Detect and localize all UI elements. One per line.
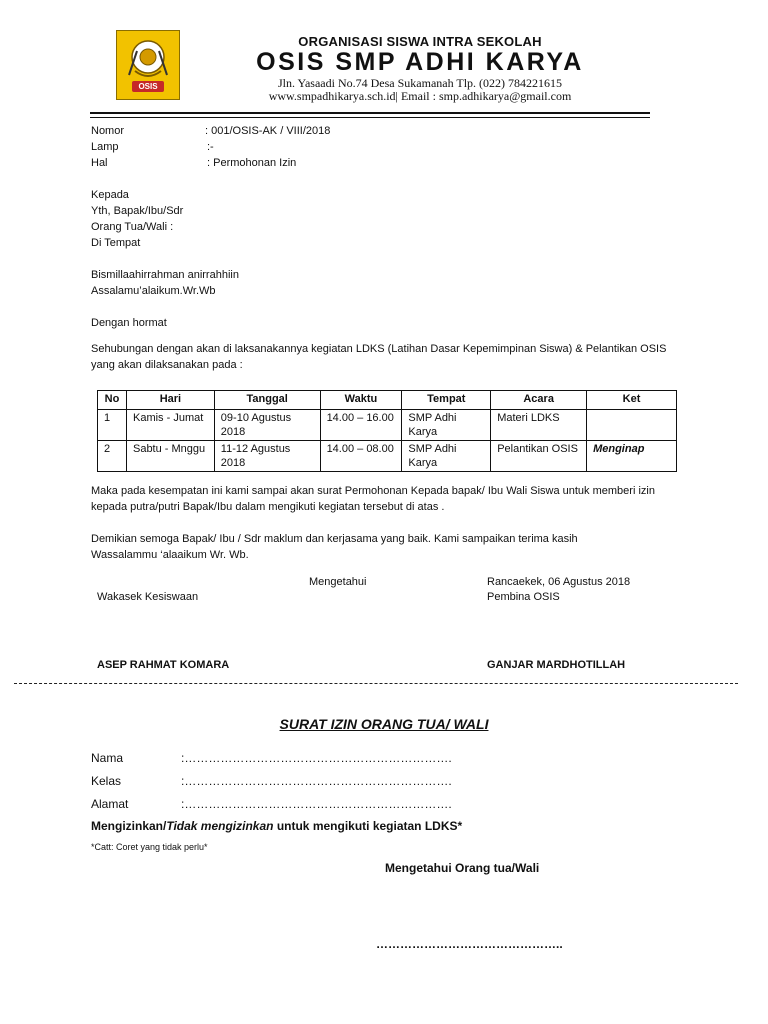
closing-line: Demikian semoga Bapak/ Ibu / Sdr maklum dan kerjasama yang baik. Kami sampaikan terima kasih [91,533,578,545]
address-line: Yth, Bapak/Ibu/Sdr [91,205,184,217]
table-header-row [98,391,677,410]
table-header-cell: Ket [587,391,677,410]
consent-allow: Mengizinkan/ [91,819,167,833]
kelas-label: Kelas [91,774,122,788]
table-header-cell: Acara [491,391,587,410]
table-cell [587,410,677,441]
table-cell: 09-10 Agustus 2018 [214,410,320,441]
address-line: Di Tempat [91,237,141,249]
right-signer-name: GANJAR MARDHOTILLAH [487,659,626,671]
mengetahui-label: Mengetahui [309,576,367,588]
org-name: OSIS SMP ADHI KARYA [256,48,584,76]
header-rule-thin [90,117,650,118]
table-cell-menginap: Menginap [587,441,677,472]
greeting: Dengan hormat [91,317,167,329]
izin-title: SURAT IZIN ORANG TUA/ WALI [279,716,489,732]
table-header-cell: Hari [126,391,214,410]
body-line: Maka pada kesempatan ini kami sampai akan surat Permohonan Kepada bapak/ Ibu Wali Siswa untuk memberi izin [91,485,655,497]
address-line: Kepada [91,189,129,201]
table-cell: SMP Adhi Karya [402,410,491,441]
left-role: Wakasek Kesiswaan [97,591,199,603]
org-address: Jln. Yasaadi No.74 Desa Sukamanah Tlp. (022) 784221615 [277,76,563,90]
org-line: ORGANISASI SISWA INTRA SEKOLAH [298,34,542,49]
kelas-field[interactable]: :…………………………………………………………. [181,774,452,788]
alamat-label: Alamat [91,797,129,811]
table-cell: SMP Adhi Karya [402,441,491,472]
table-cell: 1 [98,410,127,441]
nomor-label: Nomor [91,125,125,137]
left-signer-name: ASEP RAHMAT KOMARA [97,659,230,671]
header-rule-thick [90,112,650,114]
nama-label: Nama [91,751,124,765]
table-header-cell: Tanggal [214,391,320,410]
nama-field[interactable]: :…………………………………………………………. [181,751,452,765]
table-header-cell: Tempat [402,391,491,410]
table-cell: 14.00 – 16.00 [320,410,402,441]
body-line: kepada putra/putri Bapak/Ibu dalam mengikuti kegiatan tersebut di atas . [91,501,445,513]
hal-label: Hal [91,157,108,169]
table-cell: Materi LDKS [491,410,587,441]
opening-line: Bismillaahirrahman anirrahhiin [91,269,239,281]
logo-text: OSIS [138,82,158,91]
strike-note: *Catt: Coret yang tidak perlu* [91,842,208,852]
closing-line: Wassalammu ‘alaaikum Wr. Wb. [91,549,249,561]
consent-rest: untuk mengikuti kegiatan LDKS* [273,819,463,833]
table-cell: 14.00 – 08.00 [320,441,402,472]
nomor-value: : 001/OSIS-AK / VIII/2018 [205,125,331,137]
lamp-value: :- [207,141,214,153]
cut-line [14,683,738,684]
alamat-field[interactable]: :…………………………………………………………. [181,797,452,811]
table-cell: 2 [98,441,127,472]
hal-value: : Permohonan Izin [207,157,297,169]
schedule-table [97,390,677,472]
table-row [98,441,677,472]
consent-deny: Tidak mengizinkan [166,819,274,833]
table-cell: Sabtu - Mnggu [126,441,214,472]
intro-line: Sehubungan dengan akan di laksanakannya kegiatan LDKS (Latihan Dasar Kepemimpinan Siswa) & Pelantikan OSIS [91,343,667,355]
right-role: Pembina OSIS [487,591,560,603]
osis-logo [116,30,180,100]
lamp-label: Lamp [91,141,119,153]
org-web-email: www.smpadhikarya.sch.id| Email : smp.adhikarya@gmail.com [268,89,572,103]
opening-line: Assalamu’alaikum.Wr.Wb [91,285,216,297]
table-row [98,410,677,441]
table-header-cell: No [98,391,127,410]
address-line: Orang Tua/Wali : [91,221,174,233]
parent-sign-label: Mengetahui Orang tua/Wali [385,861,540,875]
place-date: Rancaekek, 06 Agustus 2018 [487,576,631,588]
table-header-cell: Waktu [320,391,402,410]
table-cell: 11-12 Agustus 2018 [214,441,320,472]
parent-sign-line: ……………………………………….. [376,937,563,951]
consent-line [91,819,462,833]
intro-line: yang akan dilaksanakan pada : [91,359,243,371]
table-cell: Kamis - Jumat [126,410,214,441]
table-cell: Pelantikan OSIS [491,441,587,472]
